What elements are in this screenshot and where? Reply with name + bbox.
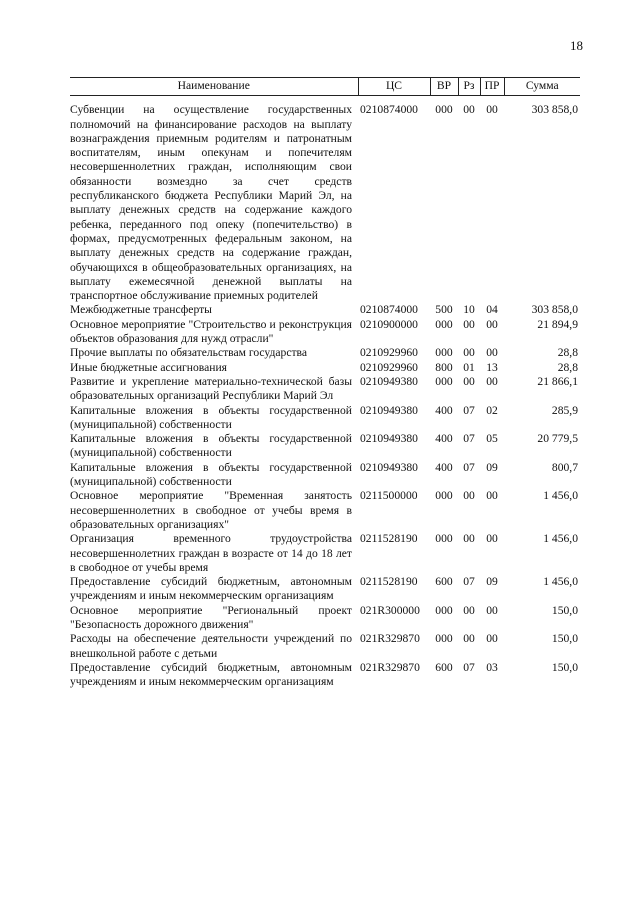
row-vr: 500	[435, 303, 453, 317]
row-cs: 0210949380	[360, 432, 418, 446]
row-vr: 600	[435, 575, 453, 589]
header-sum: Сумма	[504, 78, 580, 96]
table-row	[70, 432, 580, 461]
row-vr: 600	[435, 660, 453, 674]
row-sum: 21 866,1	[537, 374, 578, 388]
table-row	[70, 532, 580, 575]
row-rz: 00	[463, 374, 475, 388]
row-rz: 00	[463, 317, 475, 331]
row-pr: 03	[486, 660, 498, 674]
row-sum: 1 456,0	[543, 575, 578, 589]
row-pr: 02	[486, 403, 498, 417]
row-name: Основное мероприятие "Временная занятость несовершеннолетних в свободное от учебы время в образовательных организациях"	[70, 489, 352, 531]
header-rz: Рз	[458, 78, 480, 96]
table-header-row	[70, 78, 580, 96]
row-pr: 00	[486, 489, 498, 503]
row-sum: 1 456,0	[543, 489, 578, 503]
row-vr: 000	[435, 603, 453, 617]
row-cs: 0211528190	[360, 532, 418, 546]
row-pr: 09	[486, 460, 498, 474]
row-pr: 00	[486, 374, 498, 388]
row-pr: 00	[486, 603, 498, 617]
row-cs: 021R329870	[360, 632, 420, 646]
table-row	[70, 303, 580, 317]
row-cs: 021R329870	[360, 660, 420, 674]
row-rz: 07	[463, 403, 475, 417]
row-name: Капитальные вложения в объекты государственной (муниципальной) собственности	[70, 460, 352, 489]
row-name: Основное мероприятие "Строительство и реконструкция объектов образования для нужд отрасли"	[70, 317, 352, 346]
header-pr: ПР	[480, 78, 504, 96]
table-row	[70, 632, 580, 661]
row-pr: 00	[486, 317, 498, 331]
row-rz: 00	[463, 603, 475, 617]
row-sum: 21 894,9	[537, 317, 578, 331]
table-row	[70, 661, 580, 690]
table-body	[70, 96, 580, 690]
table-row	[70, 375, 580, 404]
row-vr: 000	[435, 489, 453, 503]
row-cs: 0210900000	[360, 317, 418, 331]
row-rz: 07	[463, 660, 475, 674]
row-name: Субвенции на осуществление государственных полномочий на финансирование расходов на выплату вознаграждения приемным родителям и патронатным воспитателям, иным опекунам и попечителям несовершеннолетних граждан, исполняющим свои обязанности возмездно за счет средств республиканского бюджета Республики Марий Эл, на выплату денежных средств на содержание каждого ребенка, переданного под опеку (попечительство) в формах, предусмотренных федеральным законом, на выплату денежных средств на содержание граждан, обучающихся в общеобразовательных организациях, на выплату ежемесячной денежной выплаты на транспортное обслуживание приемных родителей	[70, 103, 352, 303]
row-sum: 1 456,0	[543, 532, 578, 546]
row-name: Межбюджетные трансферты	[70, 303, 212, 317]
table-row	[70, 318, 580, 347]
row-name: Развитие и укрепление материально-технической базы образовательных организаций Республики Марий Эл	[70, 374, 352, 403]
row-pr: 00	[486, 103, 498, 117]
row-vr: 000	[435, 346, 453, 360]
row-sum: 285,9	[551, 403, 578, 417]
row-cs: 021R300000	[360, 603, 420, 617]
row-name: Предоставление субсидий бюджетным, автономным учреждениям и иным некоммерческим организациям	[70, 575, 352, 603]
row-sum: 28,8	[557, 346, 578, 360]
row-cs: 0210874000	[360, 103, 418, 117]
row-sum: 800,7	[551, 460, 578, 474]
row-pr: 09	[486, 575, 498, 589]
row-vr: 000	[435, 374, 453, 388]
row-vr: 000	[435, 532, 453, 546]
page-number: 18	[570, 38, 583, 53]
row-vr: 800	[435, 360, 453, 374]
row-rz: 00	[463, 103, 475, 117]
header-vr: ВР	[430, 78, 458, 96]
row-sum: 20 779,5	[537, 432, 578, 446]
row-vr: 400	[435, 403, 453, 417]
row-cs: 0210949380	[360, 460, 418, 474]
row-rz: 00	[463, 632, 475, 646]
row-cs: 0210949380	[360, 374, 418, 388]
row-pr: 04	[486, 303, 498, 317]
table-row	[70, 575, 580, 604]
row-vr: 000	[435, 632, 453, 646]
row-sum: 150,0	[551, 603, 578, 617]
row-cs: 0211500000	[360, 489, 418, 503]
row-sum: 150,0	[551, 660, 578, 674]
row-cs: 0210949380	[360, 403, 418, 417]
row-sum: 28,8	[557, 360, 578, 374]
row-pr: 00	[486, 632, 498, 646]
row-rz: 00	[463, 532, 475, 546]
row-pr: 05	[486, 432, 498, 446]
table-row	[70, 96, 580, 304]
row-vr: 000	[435, 317, 453, 331]
table-row	[70, 489, 580, 532]
row-name: Капитальные вложения в объекты государственной (муниципальной) собственности	[70, 432, 352, 460]
row-name: Иные бюджетные ассигнования	[70, 360, 227, 374]
row-pr: 00	[486, 532, 498, 546]
row-cs: 0210874000	[360, 303, 418, 317]
row-rz: 01	[463, 360, 475, 374]
header-cs: ЦС	[358, 78, 430, 96]
row-rz: 07	[463, 460, 475, 474]
row-name: Капитальные вложения в объекты государственной (муниципальной) собственности	[70, 403, 352, 431]
row-vr: 400	[435, 460, 453, 474]
budget-table	[70, 77, 580, 689]
row-vr: 400	[435, 432, 453, 446]
row-name: Основное мероприятие "Региональный проект "Безопасность дорожного движения"	[70, 603, 352, 631]
header-name: Наименование	[70, 78, 358, 96]
row-rz: 00	[463, 346, 475, 360]
row-rz: 07	[463, 432, 475, 446]
row-rz: 10	[463, 303, 475, 317]
row-rz: 00	[463, 489, 475, 503]
row-pr: 00	[486, 346, 498, 360]
row-name: Расходы на обеспечение деятельности учреждений по внешкольной работе с детьми	[70, 632, 352, 660]
table-row	[70, 404, 580, 433]
table-row	[70, 361, 580, 375]
row-pr: 13	[486, 360, 498, 374]
table-row	[70, 461, 580, 490]
row-sum: 150,0	[551, 632, 578, 646]
row-cs: 0210929960	[360, 346, 418, 360]
table-row	[70, 604, 580, 633]
row-sum: 303 858,0	[531, 103, 578, 117]
row-vr: 000	[435, 103, 453, 117]
row-name: Предоставление субсидий бюджетным, автономным учреждениям и иным некоммерческим организациям	[70, 660, 352, 689]
row-name: Организация временного трудоустройства несовершеннолетних граждан в возрасте от 14 до 18 лет в свободное от учебы время	[70, 532, 352, 574]
row-cs: 0211528190	[360, 575, 418, 589]
row-cs: 0210929960	[360, 360, 418, 374]
row-name: Прочие выплаты по обязательствам государства	[70, 346, 307, 360]
table-row	[70, 346, 580, 360]
row-rz: 07	[463, 575, 475, 589]
row-sum: 303 858,0	[531, 303, 578, 317]
